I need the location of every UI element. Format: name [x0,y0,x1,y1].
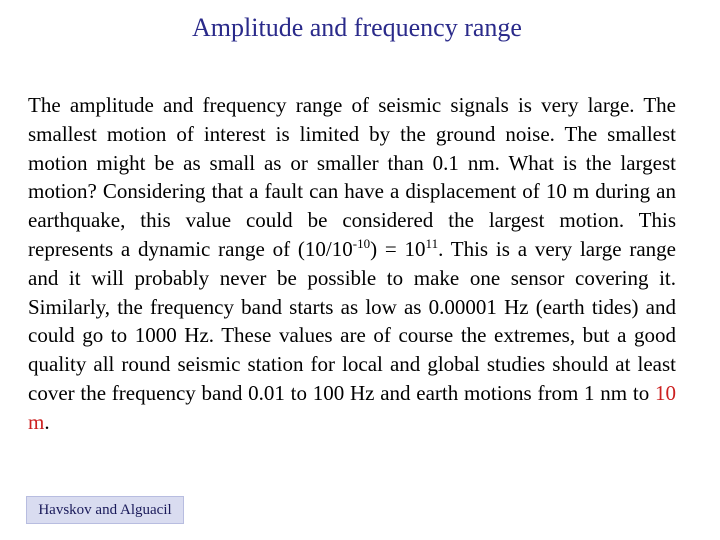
superscript-exponent-2: 11 [425,235,439,251]
highlighted-value: 10 m [28,380,676,434]
body-text-part-2: ) = 10 [370,236,426,261]
body-text-part-4: . [44,409,50,434]
body-text-part-1: The amplitude and frequency range of seismic signals is very large. The smallest motion of interest is limited by the ground noise. The smallest motion might be as small as or smaller than 0.1 nm. What is the largest motion? Considering that a fault can have a displacement of 10 m during an earthquake, this value could be considered the largest motion. This represents a dynamic range of (10/10 [28,93,676,261]
author-footer-label: Havskov and Alguacil [38,501,172,518]
slide-title: Amplitude and frequency range [192,13,522,42]
author-footer [26,496,184,524]
superscript-exponent-1: -10 [352,235,371,251]
body-text-part-3: . This is a very large range and it will probably never be possible to make one sensor covering it. Similarly, the frequency band starts as low as 0.00001 Hz (earth tides) and could go to 1000 Hz. These values are of course the extremes, but a good quality all round seismic station for local and global studies should at least cover the frequency band 0.01 to 100 Hz and earth motions from 1 nm to [28,236,676,405]
body-paragraph [28,91,676,437]
